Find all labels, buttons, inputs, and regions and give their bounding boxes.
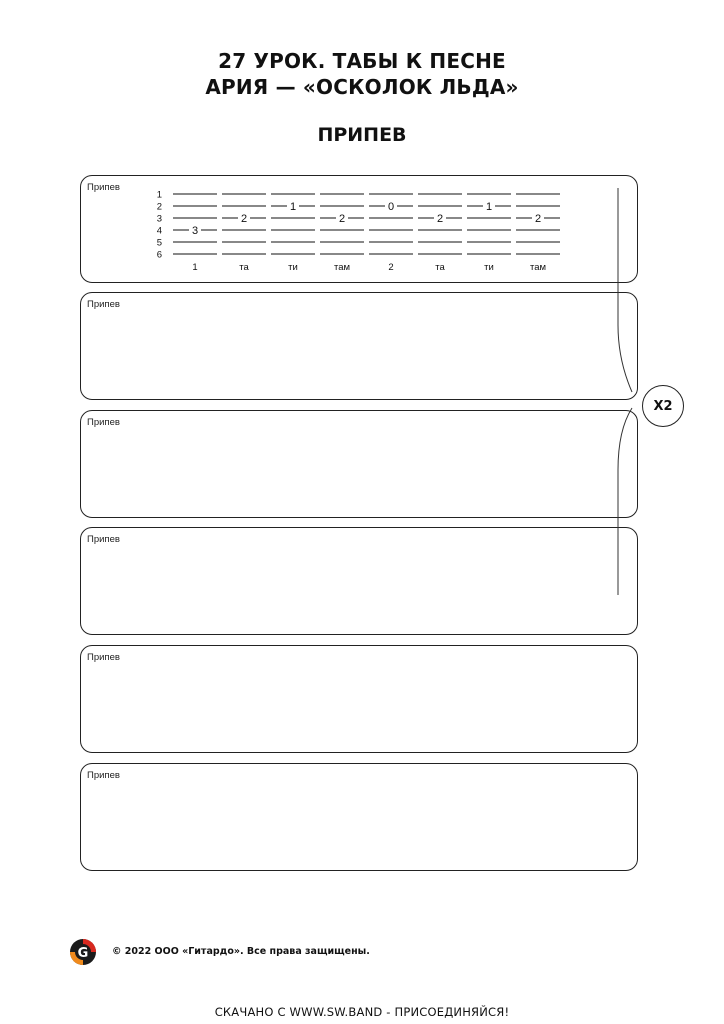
count-label: ти [288, 262, 298, 273]
lesson-title [0, 48, 724, 100]
download-banner-link[interactable]: СКАЧАНО С WWW.SW.BAND - ПРИСОЕДИНЯЙСЯ! [214, 1005, 510, 1019]
block-label: Припев [87, 652, 120, 663]
tablature-staff [81, 293, 637, 399]
count-label: 1 [192, 262, 198, 273]
fret-number: 1 [485, 201, 493, 213]
title-line-2: АРИЯ — «ОСКОЛОК ЛЬДА» [205, 75, 519, 99]
tablature-staff [81, 646, 637, 752]
string-number: 6 [156, 249, 162, 261]
tablature-staff [81, 528, 637, 634]
repeat-bracket [600, 170, 650, 610]
tablature-staff [81, 411, 637, 517]
tab-block [80, 292, 638, 400]
string-number: 5 [156, 237, 162, 249]
tab-block [80, 763, 638, 871]
fret-number: 2 [534, 213, 542, 225]
section-title: ПРИПЕВ [317, 124, 407, 146]
copyright-text: © 2022 ООО «Гитардо». Все права защищены. [112, 946, 370, 957]
tab-block [80, 410, 638, 518]
fret-number: 2 [240, 213, 248, 225]
repeat-badge: X2 [642, 385, 684, 427]
string-number: 2 [156, 201, 162, 213]
block-label: Припев [87, 299, 120, 310]
count-label: там [529, 262, 547, 273]
fret-number: 2 [338, 213, 346, 225]
count-label: та [239, 262, 249, 273]
fret-number: 1 [289, 201, 297, 213]
tab-block [80, 645, 638, 753]
fret-number: 3 [191, 225, 199, 237]
block-label: Припев [87, 770, 120, 781]
fret-number: 2 [436, 213, 444, 225]
tab-block [80, 527, 638, 635]
count-label: 2 [388, 262, 394, 273]
block-label: Припев [87, 417, 120, 428]
count-label: та [435, 262, 445, 273]
tablature-staff [81, 176, 637, 282]
title-line-1: 27 УРОК. ТАБЫ К ПЕСНЕ [218, 49, 506, 73]
tablature-staff [81, 764, 637, 870]
count-label: там [333, 262, 351, 273]
string-number: 4 [156, 225, 162, 237]
fret-number: 0 [387, 201, 395, 213]
string-number: 3 [156, 213, 162, 225]
string-number: 1 [156, 189, 162, 201]
gitardo-logo-icon [69, 938, 97, 966]
logo-letter: G [77, 946, 89, 961]
block-label: Припев [87, 534, 120, 545]
block-label: Припев [87, 182, 120, 193]
tab-block [80, 175, 638, 283]
count-label: ти [484, 262, 494, 273]
